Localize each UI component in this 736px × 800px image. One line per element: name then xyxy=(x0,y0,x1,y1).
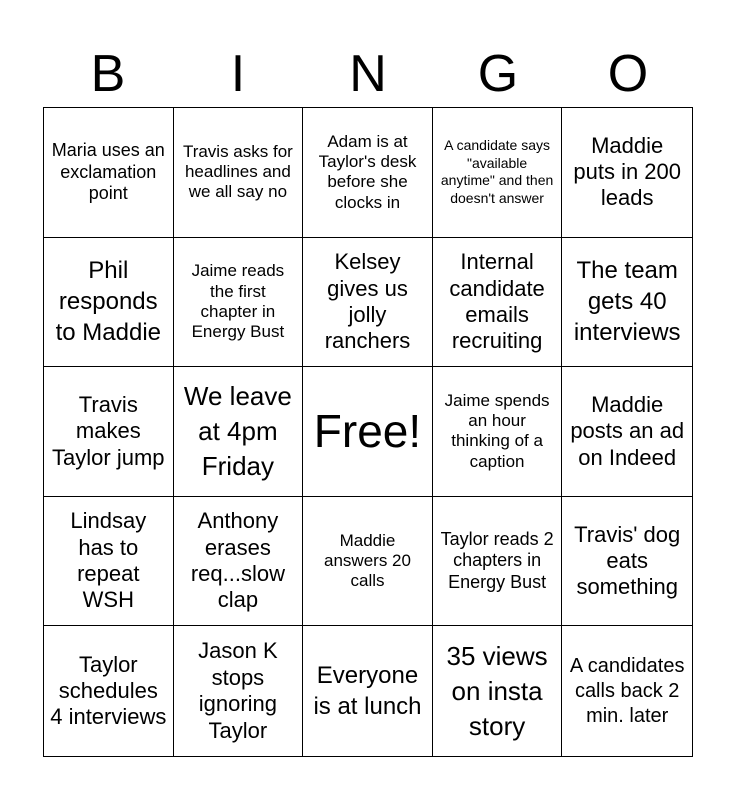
bingo-cell-r2c2[interactable]: Jaime reads the first chapter in Energy Bust xyxy=(174,238,304,368)
bingo-cell-r4c3[interactable]: Maddie answers 20 calls xyxy=(303,497,433,627)
bingo-cell-r2c5[interactable]: The team gets 40 interviews xyxy=(562,238,692,368)
header-letter-g: G xyxy=(477,45,519,103)
bingo-cell-r5c1[interactable]: Taylor schedules 4 interviews xyxy=(44,626,174,756)
bingo-header xyxy=(43,40,693,108)
bingo-cell-r4c1[interactable]: Lindsay has to repeat WSH xyxy=(44,497,174,627)
bingo-cell-r4c2[interactable]: Anthony erases req...slow clap xyxy=(174,497,304,627)
bingo-cell-r1c5[interactable]: Maddie puts in 200 leads xyxy=(562,108,692,238)
bingo-cell-r1c1[interactable]: Maria uses an exclamation point xyxy=(44,108,174,238)
bingo-cell-r3c5[interactable]: Maddie posts an ad on Indeed xyxy=(562,367,692,497)
bingo-cell-r3c2[interactable]: We leave at 4pm Friday xyxy=(174,367,304,497)
bingo-cell-r1c4[interactable]: A candidate says "available anytime" and then doesn't answer xyxy=(433,108,563,238)
bingo-cell-r3c1[interactable]: Travis makes Taylor jump xyxy=(44,367,174,497)
bingo-cell-r1c3[interactable]: Adam is at Taylor's desk before she clocks in xyxy=(303,108,433,238)
bingo-cell-r5c4[interactable]: 35 views on insta story xyxy=(433,626,563,756)
bingo-cell-r4c4[interactable]: Taylor reads 2 chapters in Energy Bust xyxy=(433,497,563,627)
bingo-cell-r2c1[interactable]: Phil responds to Maddie xyxy=(44,238,174,368)
bingo-card xyxy=(43,107,693,757)
bingo-cell-r4c5[interactable]: Travis' dog eats something xyxy=(562,497,692,627)
header-letter-n: N xyxy=(349,45,387,103)
bingo-cell-r2c3[interactable]: Kelsey gives us jolly ranchers xyxy=(303,238,433,368)
bingo-cell-r3c4[interactable]: Jaime spends an hour thinking of a caption xyxy=(433,367,563,497)
bingo-cell-r2c4[interactable]: Internal candidate emails recruiting xyxy=(433,238,563,368)
bingo-cell-r5c5[interactable]: A candidates calls back 2 min. later xyxy=(569,654,685,727)
bingo-cell-r5c3[interactable]: Everyone is at lunch xyxy=(303,626,433,756)
bingo-cell-r1c2[interactable]: Travis asks for headlines and we all say no xyxy=(174,108,304,238)
bingo-cell-r5c2[interactable]: Jason K stops ignoring Taylor xyxy=(174,626,304,756)
header-letter-i: I xyxy=(230,45,246,103)
header-letter-b: B xyxy=(90,45,126,103)
header-letter-o: O xyxy=(607,45,649,103)
bingo-cell-free[interactable]: Free! xyxy=(303,367,433,497)
